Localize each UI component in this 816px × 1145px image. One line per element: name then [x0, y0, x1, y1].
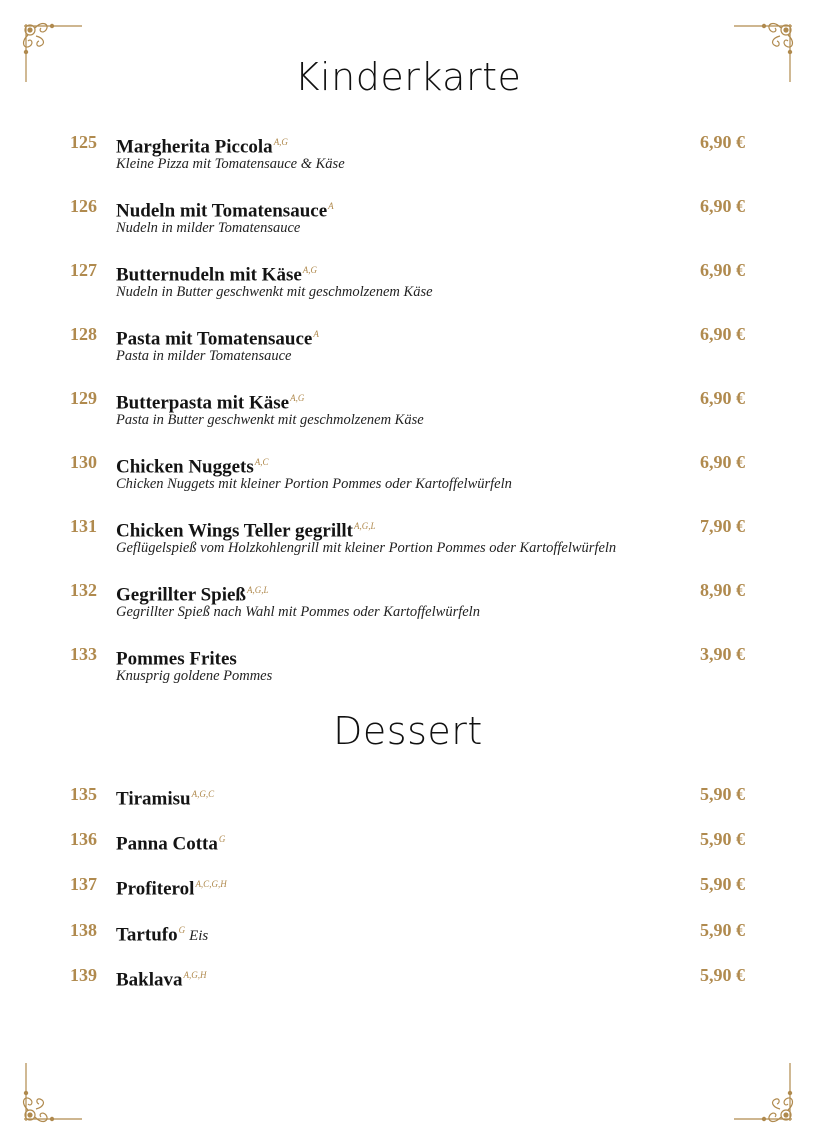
item-allergens: A,G: [273, 137, 288, 147]
item-price: 5,90 €: [700, 784, 745, 804]
section-title-dessert: Dessert: [333, 709, 483, 753]
item-description: Nudeln in Butter geschwenkt mit geschmolzenem Käse: [116, 284, 433, 300]
item-name: Butterpasta mit Käse: [116, 392, 290, 414]
item-number: 126: [70, 196, 97, 216]
item-name-wrap: [116, 132, 288, 157]
item-price: 5,90 €: [700, 874, 745, 894]
item-number: 139: [70, 965, 97, 985]
item-allergens: A,G,L: [247, 585, 269, 595]
item-name-wrap: [116, 260, 317, 285]
item-price: 6,90 €: [700, 388, 745, 408]
item-name: Margherita Piccola: [116, 136, 273, 158]
item-description: Nudeln in milder Tomatensauce: [116, 220, 301, 236]
item-price: 6,90 €: [700, 260, 745, 280]
item-name-wrap: [116, 874, 227, 899]
item-description: Pasta in milder Tomatensauce: [116, 348, 292, 364]
item-price: 5,90 €: [700, 920, 745, 940]
item-number: 136: [70, 829, 97, 849]
item-allergens: A,G,C: [191, 789, 215, 799]
item-number: 132: [70, 580, 97, 600]
item-name-wrap: [116, 388, 304, 413]
item-name: Pommes Frites: [116, 648, 237, 670]
item-allergens: G: [178, 925, 186, 935]
item-name: Profiterol: [116, 878, 195, 900]
item-price: 5,90 €: [700, 965, 745, 985]
item-name: Panna Cotta: [116, 833, 218, 855]
item-number: 131: [70, 516, 97, 536]
item-allergens: A,G,H: [183, 970, 207, 980]
item-name-wrap: [116, 516, 376, 541]
item-allergens: A,G,L: [354, 521, 376, 531]
item-name-wrap: [116, 196, 334, 221]
item-allergens: G: [218, 834, 226, 844]
item-price: 3,90 €: [700, 644, 745, 664]
ornament-corner-icon: [14, 1061, 84, 1131]
item-number: 133: [70, 644, 97, 664]
item-number: 130: [70, 452, 97, 472]
item-number: 128: [70, 324, 97, 344]
item-name-wrap: [116, 644, 238, 669]
item-name: Baklava: [116, 969, 183, 991]
item-number: 135: [70, 784, 97, 804]
item-number: 138: [70, 920, 97, 940]
item-price: 6,90 €: [700, 132, 745, 152]
item-description: Chicken Nuggets mit kleiner Portion Pommes oder Kartoffelwürfeln: [116, 476, 512, 492]
item-name: Nudeln mit Tomatensauce: [116, 200, 328, 222]
item-name-wrap: [116, 324, 319, 349]
item-description: Gegrillter Spieß nach Wahl mit Pommes oder Kartoffelwürfeln: [116, 604, 480, 620]
item-name: Chicken Wings Teller gegrillt: [116, 520, 353, 542]
item-allergens: A,C,G,H: [195, 879, 227, 889]
item-allergens: A: [313, 329, 319, 339]
item-name-wrap: [116, 452, 269, 477]
item-name-wrap: [116, 965, 207, 990]
item-price: 6,90 €: [700, 452, 745, 472]
item-name-wrap: [116, 580, 269, 605]
item-price: 5,90 €: [700, 829, 745, 849]
item-name: Butternudeln mit Käse: [116, 264, 302, 286]
item-allergens: A,G: [290, 393, 305, 403]
item-name-wrap: [116, 920, 208, 946]
item-price: 6,90 €: [700, 196, 745, 216]
item-number: 137: [70, 874, 97, 894]
item-name: Chicken Nuggets: [116, 456, 254, 478]
item-description: Kleine Pizza mit Tomatensauce & Käse: [116, 156, 345, 172]
item-number: 127: [70, 260, 97, 280]
item-name: Tiramisu: [116, 788, 191, 810]
item-allergens: A: [328, 201, 334, 211]
item-allergens: A,C: [254, 457, 269, 467]
item-number: 125: [70, 132, 97, 152]
item-name: Gegrillter Spieß: [116, 584, 246, 606]
item-description: Pasta in Butter geschwenkt mit geschmolzenem Käse: [116, 412, 424, 428]
item-price: 7,90 €: [700, 516, 745, 536]
section-title-kinderkarte: Kinderkarte: [294, 55, 522, 99]
item-name: Tartufo: [116, 924, 178, 946]
item-price: 8,90 €: [700, 580, 745, 600]
item-price: 6,90 €: [700, 324, 745, 344]
item-description: Geflügelspieß vom Holzkohlengrill mit kleiner Portion Pommes oder Kartoffelwürfeln: [116, 540, 617, 556]
item-name: Pasta mit Tomatensauce: [116, 328, 313, 350]
item-suffix: Eis: [189, 928, 209, 945]
item-name-wrap: [116, 829, 225, 854]
item-number: 129: [70, 388, 97, 408]
item-name-wrap: [116, 784, 214, 809]
item-allergens: A,G: [302, 265, 318, 275]
ornament-corner-icon: [732, 1061, 802, 1131]
item-description: Knusprig goldene Pommes: [116, 668, 273, 684]
